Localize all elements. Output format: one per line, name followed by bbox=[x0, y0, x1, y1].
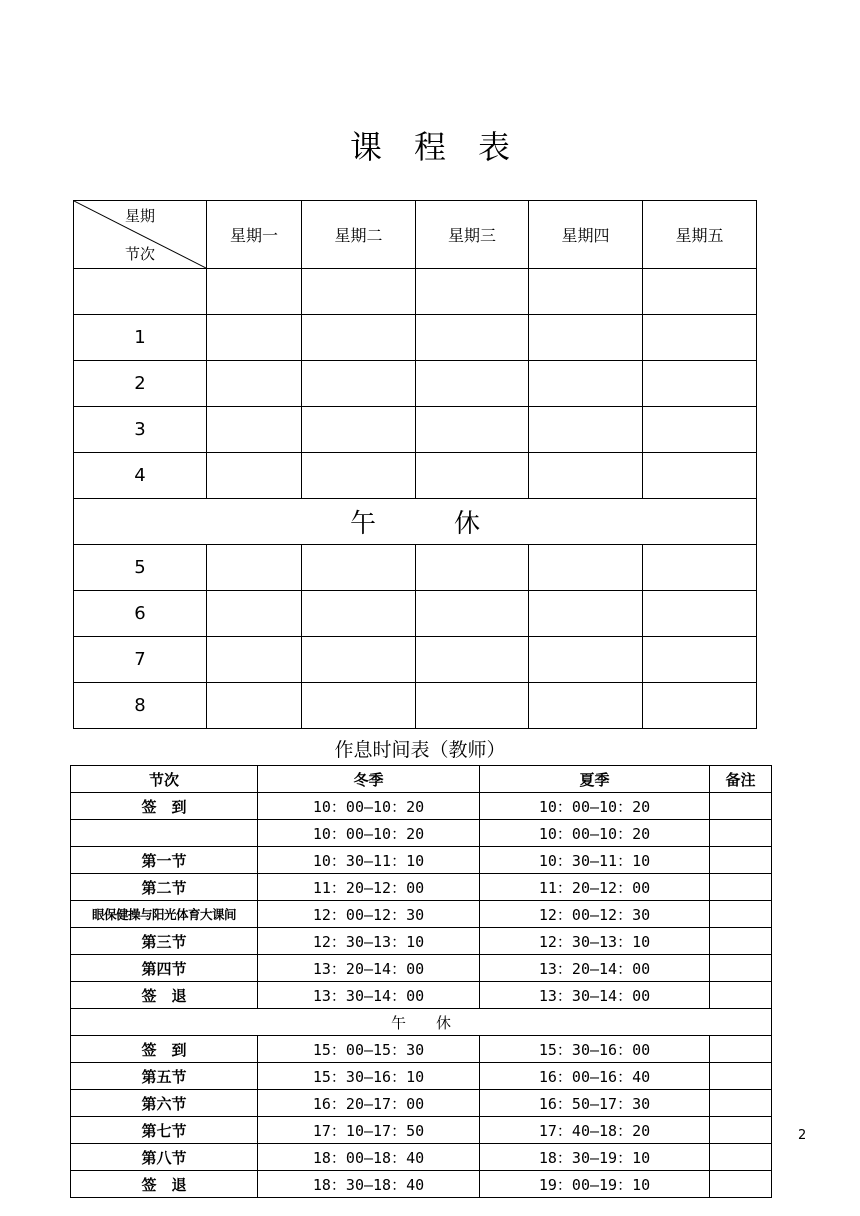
class-cell[interactable] bbox=[302, 269, 416, 315]
class-cell[interactable] bbox=[302, 315, 416, 361]
schedule-row bbox=[71, 901, 772, 928]
schedule-period-name: 签 到 bbox=[71, 793, 258, 820]
schedule-row bbox=[71, 1063, 772, 1090]
note-cell[interactable] bbox=[710, 874, 772, 901]
class-cell[interactable] bbox=[643, 683, 757, 729]
class-cell[interactable] bbox=[302, 453, 416, 499]
class-cell[interactable] bbox=[302, 407, 416, 453]
class-cell[interactable] bbox=[302, 637, 416, 683]
class-cell[interactable] bbox=[302, 545, 416, 591]
schedule-row bbox=[71, 1090, 772, 1117]
note-cell[interactable] bbox=[710, 1036, 772, 1063]
schedule-row bbox=[71, 982, 772, 1009]
schedule-row bbox=[71, 874, 772, 901]
schedule-row bbox=[71, 793, 772, 820]
summer-time: 10：00—10：20 bbox=[480, 820, 710, 847]
schedule-row bbox=[71, 1144, 772, 1171]
timetable-row bbox=[74, 683, 757, 729]
schedule-period-name: 第六节 bbox=[71, 1090, 258, 1117]
note-cell[interactable] bbox=[710, 1117, 772, 1144]
schedule-period-name: 第二节 bbox=[71, 874, 258, 901]
summer-time: 10：30—11：10 bbox=[480, 847, 710, 874]
timetable-header-row bbox=[74, 201, 757, 269]
period-label: 7 bbox=[74, 637, 207, 683]
page-title: 课 程 表 bbox=[349, 128, 510, 166]
class-cell[interactable] bbox=[529, 545, 643, 591]
schedule-period-name: 第一节 bbox=[71, 847, 258, 874]
class-cell[interactable] bbox=[416, 315, 529, 361]
class-cell[interactable] bbox=[529, 407, 643, 453]
winter-time: 18：00—18：40 bbox=[258, 1144, 480, 1171]
class-cell[interactable] bbox=[207, 361, 302, 407]
schedule-row bbox=[71, 847, 772, 874]
timetable-corner-cell bbox=[74, 201, 207, 269]
schedule-period-name: 签 退 bbox=[71, 1171, 258, 1198]
winter-time: 10：00—10：20 bbox=[258, 820, 480, 847]
timetable-row bbox=[74, 453, 757, 499]
summer-time: 10：00—10：20 bbox=[480, 793, 710, 820]
class-cell[interactable] bbox=[643, 591, 757, 637]
class-cell[interactable] bbox=[643, 637, 757, 683]
class-cell[interactable] bbox=[207, 545, 302, 591]
schedule-period-name: 签 退 bbox=[71, 982, 258, 1009]
class-cell[interactable] bbox=[302, 591, 416, 637]
class-cell[interactable] bbox=[643, 453, 757, 499]
schedule-period-name: 第三节 bbox=[71, 928, 258, 955]
day-header: 星期五 bbox=[643, 201, 757, 269]
class-cell[interactable] bbox=[643, 269, 757, 315]
day-header: 星期一 bbox=[207, 201, 302, 269]
schedule-lunch-row bbox=[71, 1009, 772, 1036]
note-cell[interactable] bbox=[710, 793, 772, 820]
summer-time: 18：30—19：10 bbox=[480, 1144, 710, 1171]
lunch-break-label: 午 休 bbox=[74, 499, 757, 545]
winter-time: 15：00—15：30 bbox=[258, 1036, 480, 1063]
class-cell[interactable] bbox=[207, 453, 302, 499]
class-cell[interactable] bbox=[416, 545, 529, 591]
summer-time: 12：30—13：10 bbox=[480, 928, 710, 955]
timetable-row bbox=[74, 269, 757, 315]
schedule-header-row bbox=[71, 766, 772, 793]
winter-time: 13：30—14：00 bbox=[258, 982, 480, 1009]
summer-time: 13：30—14：00 bbox=[480, 982, 710, 1009]
schedule-row bbox=[71, 928, 772, 955]
class-cell[interactable] bbox=[416, 361, 529, 407]
note-cell[interactable] bbox=[710, 955, 772, 982]
period-label: 3 bbox=[74, 407, 207, 453]
schedule-row bbox=[71, 955, 772, 982]
class-cell[interactable] bbox=[416, 683, 529, 729]
winter-time: 15：30—16：10 bbox=[258, 1063, 480, 1090]
schedule-afternoon-rows bbox=[71, 1036, 772, 1198]
class-cell[interactable] bbox=[207, 683, 302, 729]
day-header: 星期四 bbox=[529, 201, 643, 269]
note-cell[interactable] bbox=[710, 928, 772, 955]
class-cell[interactable] bbox=[643, 545, 757, 591]
class-cell[interactable] bbox=[529, 683, 643, 729]
class-cell[interactable] bbox=[529, 637, 643, 683]
class-cell[interactable] bbox=[207, 591, 302, 637]
corner-label-weekday: 星期 bbox=[124, 207, 155, 225]
summer-time: 11：20—12：00 bbox=[480, 874, 710, 901]
class-cell[interactable] bbox=[643, 407, 757, 453]
winter-time: 10：30—11：10 bbox=[258, 847, 480, 874]
winter-time: 18：30—18：40 bbox=[258, 1171, 480, 1198]
schedule-period-name: 第四节 bbox=[71, 955, 258, 982]
day-header: 星期二 bbox=[302, 201, 416, 269]
period-label bbox=[74, 269, 207, 315]
schedule-period-name: 第五节 bbox=[71, 1063, 258, 1090]
class-cell[interactable] bbox=[416, 453, 529, 499]
period-label: 6 bbox=[74, 591, 207, 637]
summer-time: 12：00—12：30 bbox=[480, 901, 710, 928]
schedule-row bbox=[71, 1117, 772, 1144]
winter-time: 17：10—17：50 bbox=[258, 1117, 480, 1144]
timetable-row bbox=[74, 591, 757, 637]
class-cell[interactable] bbox=[416, 637, 529, 683]
class-cell[interactable] bbox=[416, 407, 529, 453]
timetable-row bbox=[74, 545, 757, 591]
corner-label-period: 节次 bbox=[124, 245, 155, 263]
class-cell[interactable] bbox=[643, 361, 757, 407]
page-number: 2 bbox=[798, 1128, 807, 1143]
summer-time: 17：40—18：20 bbox=[480, 1117, 710, 1144]
schedule-row bbox=[71, 820, 772, 847]
schedule-row bbox=[71, 1171, 772, 1198]
winter-time: 12：00—12：30 bbox=[258, 901, 480, 928]
schedule-period-name: 第八节 bbox=[71, 1144, 258, 1171]
summer-time: 16：00—16：40 bbox=[480, 1063, 710, 1090]
teacher-schedule-table bbox=[70, 765, 772, 1198]
summer-time: 19：00—19：10 bbox=[480, 1171, 710, 1198]
schedule-period-name: 第七节 bbox=[71, 1117, 258, 1144]
winter-time: 16：20—17：00 bbox=[258, 1090, 480, 1117]
schedule-morning-rows bbox=[71, 793, 772, 1009]
day-header: 星期三 bbox=[416, 201, 529, 269]
note-cell[interactable] bbox=[710, 1090, 772, 1117]
note-cell[interactable] bbox=[710, 847, 772, 874]
column-header: 冬季 bbox=[258, 766, 480, 793]
note-cell[interactable] bbox=[710, 1144, 772, 1171]
class-cell[interactable] bbox=[529, 453, 643, 499]
period-label: 4 bbox=[74, 453, 207, 499]
column-header: 夏季 bbox=[480, 766, 710, 793]
class-cell[interactable] bbox=[529, 361, 643, 407]
schedule-row bbox=[71, 1036, 772, 1063]
winter-time: 13：20—14：00 bbox=[258, 955, 480, 982]
period-label: 5 bbox=[74, 545, 207, 591]
period-label: 8 bbox=[74, 683, 207, 729]
schedule-period-name: 眼保健操与阳光体育大课间 bbox=[71, 901, 258, 928]
schedule-title: 作息时间表（教师） bbox=[334, 739, 506, 761]
column-header: 节次 bbox=[71, 766, 258, 793]
class-cell[interactable] bbox=[207, 315, 302, 361]
class-cell[interactable] bbox=[416, 269, 529, 315]
class-cell[interactable] bbox=[207, 407, 302, 453]
class-cell[interactable] bbox=[416, 591, 529, 637]
note-cell[interactable] bbox=[710, 1063, 772, 1090]
class-cell[interactable] bbox=[207, 637, 302, 683]
class-cell[interactable] bbox=[302, 361, 416, 407]
note-cell[interactable] bbox=[710, 820, 772, 847]
class-cell[interactable] bbox=[529, 315, 643, 361]
schedule-period-name bbox=[71, 820, 258, 847]
timetable-row bbox=[74, 315, 757, 361]
summer-time: 16：50—17：30 bbox=[480, 1090, 710, 1117]
class-cell[interactable] bbox=[302, 683, 416, 729]
summer-time: 13：20—14：00 bbox=[480, 955, 710, 982]
period-label: 2 bbox=[74, 361, 207, 407]
class-cell[interactable] bbox=[643, 315, 757, 361]
schedule-period-name: 签 到 bbox=[71, 1036, 258, 1063]
note-cell[interactable] bbox=[710, 982, 772, 1009]
winter-time: 10：00—10：20 bbox=[258, 793, 480, 820]
class-cell[interactable] bbox=[529, 269, 643, 315]
schedule-lunch-label: 午 休 bbox=[71, 1009, 772, 1036]
timetable-row bbox=[74, 637, 757, 683]
timetable-row bbox=[74, 407, 757, 453]
note-cell[interactable] bbox=[710, 901, 772, 928]
winter-time: 11：20—12：00 bbox=[258, 874, 480, 901]
period-label: 1 bbox=[74, 315, 207, 361]
class-cell[interactable] bbox=[529, 591, 643, 637]
class-cell[interactable] bbox=[207, 269, 302, 315]
timetable-row bbox=[74, 361, 757, 407]
lunch-break-row bbox=[74, 499, 757, 545]
column-header: 备注 bbox=[710, 766, 772, 793]
note-cell[interactable] bbox=[710, 1171, 772, 1198]
winter-time: 12：30—13：10 bbox=[258, 928, 480, 955]
course-timetable bbox=[73, 200, 757, 729]
summer-time: 15：30—16：00 bbox=[480, 1036, 710, 1063]
